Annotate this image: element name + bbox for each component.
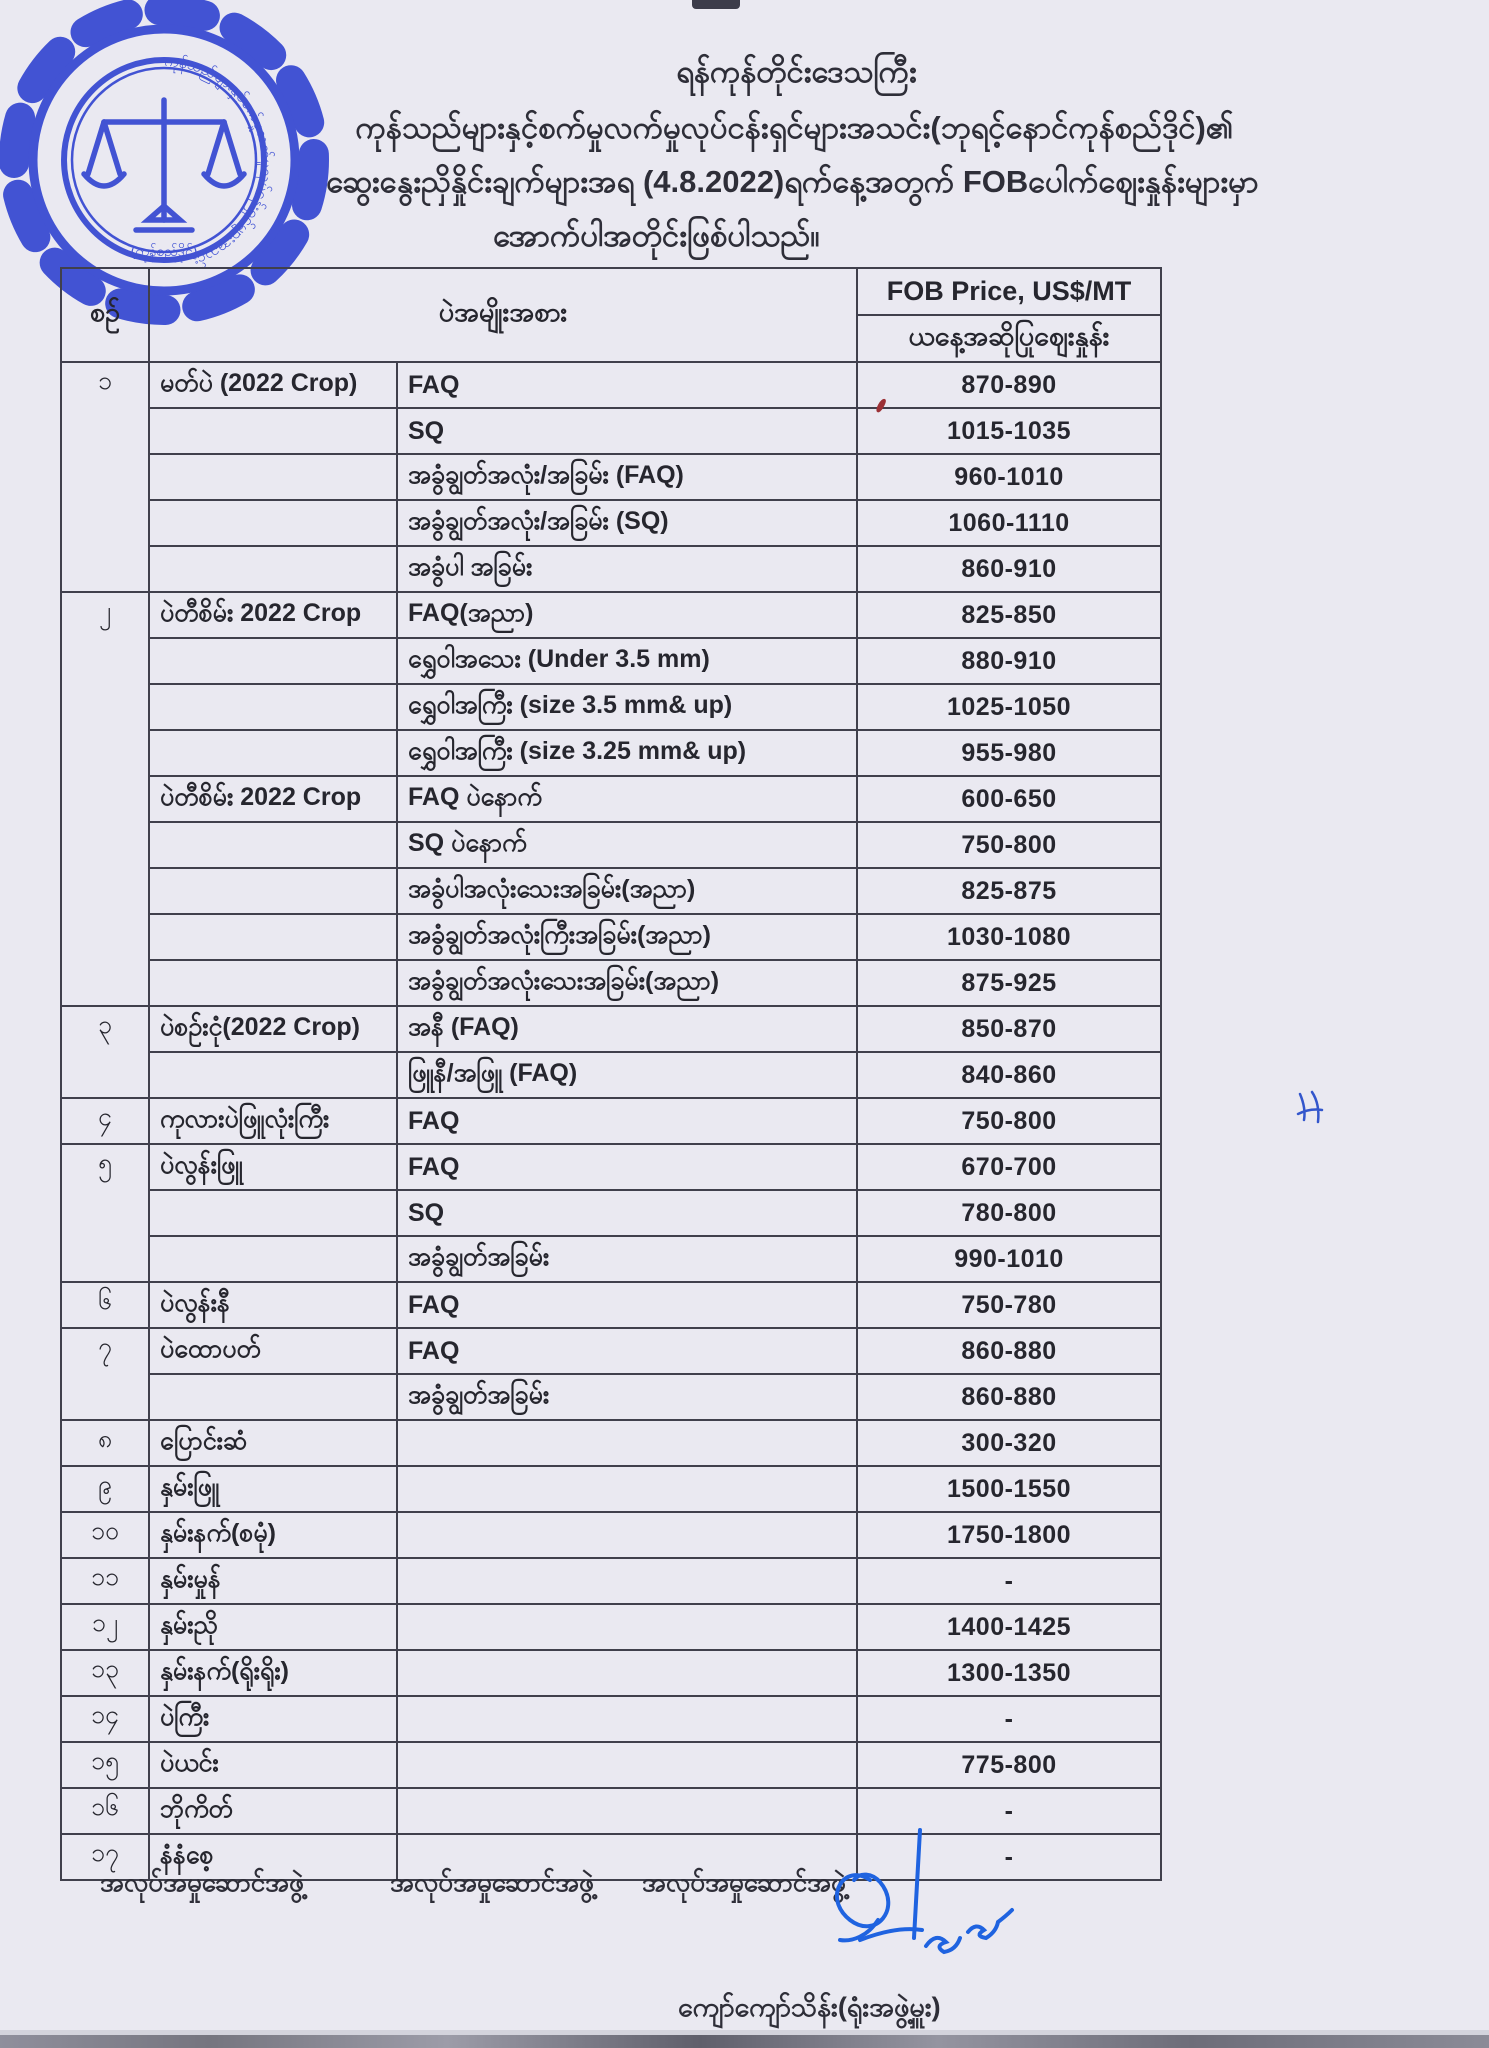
scan-edge-mark [692, 0, 740, 9]
bean-name-cell: ပဲတီစိမ်း 2022 Crop [149, 776, 397, 822]
table-row [61, 1098, 1161, 1144]
price-cell: 990-1010 [857, 1236, 1161, 1282]
table-row [61, 592, 1161, 638]
serial-cell: ၁၀ [61, 1512, 149, 1558]
price-cell: 860-880 [857, 1328, 1161, 1374]
bean-name-cell [149, 684, 397, 730]
price-cell: - [857, 1788, 1161, 1834]
scan-bottom-edge [0, 2035, 1489, 2048]
grade-cell: အနီ (FAQ) [397, 1006, 857, 1052]
bean-name-cell: နှမ်းဖြူ [149, 1466, 397, 1512]
doc-title-association: ကုန်သည်များနှင့်စက်မှုလက်မှုလုပ်ငန်းရှင်များအသင်း(ဘုရင့်နောင်ကုန်စည်ဒိုင်)၏ [355, 110, 1234, 145]
grade-cell: အခွံချွတ်အခြမ်း [397, 1236, 857, 1282]
grade-cell [397, 1512, 857, 1558]
price-cell: 1500-1550 [857, 1466, 1161, 1512]
bean-name-cell [149, 638, 397, 684]
grade-cell: SQ [397, 408, 857, 454]
price-cell: 1750-1800 [857, 1512, 1161, 1558]
grade-cell [397, 1604, 857, 1650]
grade-cell: အခွံချွတ်အလုံး/အခြမ်း (SQ) [397, 500, 857, 546]
grade-cell: ရွှေဝါအသေး (Under 3.5 mm) [397, 638, 857, 684]
grade-cell: FAQ(အညာ) [397, 592, 857, 638]
bean-type-header: ပဲအမျိုးအစား [149, 268, 857, 362]
grade-cell: အခွံချွတ်အလုံးကြီးအခြမ်း(အညာ) [397, 914, 857, 960]
bean-name-cell [149, 500, 397, 546]
table-row [61, 638, 1161, 684]
grade-cell [397, 1420, 857, 1466]
todays-price-header: ယနေ့အဆိုပြုဈေးနှုန်း [857, 315, 1161, 362]
price-cell: 1060-1110 [857, 500, 1161, 546]
bean-name-cell [149, 1236, 397, 1282]
grade-cell: ဖြူနီ/အဖြူ (FAQ) [397, 1052, 857, 1098]
price-cell: 670-700 [857, 1144, 1161, 1190]
price-cell: 775-800 [857, 1742, 1161, 1788]
fob-price-table [60, 267, 1162, 1881]
table-row [61, 1420, 1161, 1466]
bean-name-cell: ကုလားပဲဖြူလုံးကြီး [149, 1098, 397, 1144]
bean-name-cell [149, 868, 397, 914]
table-header-row [61, 268, 1161, 315]
serial-cell: ၁၇ [61, 1834, 149, 1880]
serial-cell: ၉ [61, 1466, 149, 1512]
table-row [61, 1558, 1161, 1604]
table-row [61, 362, 1161, 408]
bean-name-cell: ပဲလွန်းဖြူ [149, 1144, 397, 1190]
table-row [61, 1742, 1161, 1788]
bean-name-cell: မတ်ပဲ (2022 Crop) [149, 362, 397, 408]
executive-committee-label-3: အလုပ်အမှုဆောင်အဖွဲ့ [642, 1867, 846, 1897]
bean-name-cell: ပဲတီစိမ်း 2022 Crop [149, 592, 397, 638]
price-table-body [61, 362, 1161, 1880]
grade-cell: FAQ [397, 362, 857, 408]
grade-cell: အခွံချွတ်အလုံး/အခြမ်း (FAQ) [397, 454, 857, 500]
table-row [61, 1604, 1161, 1650]
grade-cell: FAQ [397, 1328, 857, 1374]
bean-name-cell: နံနံစေ့ [149, 1834, 397, 1880]
serial-cell: ၅ [61, 1144, 149, 1282]
price-cell: 300-320 [857, 1420, 1161, 1466]
price-cell: 750-780 [857, 1282, 1161, 1328]
price-cell: 1030-1080 [857, 914, 1161, 960]
bean-name-cell: နှမ်းနက်(စမုံ) [149, 1512, 397, 1558]
grade-cell: အခွံပါ အခြမ်း [397, 546, 857, 592]
bean-name-cell [149, 730, 397, 776]
price-cell: 600-650 [857, 776, 1161, 822]
doc-title-date-fob: ဆွေးနွေးညှိနှိုင်းချက်များအရ (4.8.2022)ရက်နေ့အတွက် FOBပေါက်ဈေးနှုန်းများမှာ [326, 164, 1259, 199]
grade-cell: FAQ ပဲနောက် [397, 776, 857, 822]
price-cell: 955-980 [857, 730, 1161, 776]
doc-title-region: ရန်ကုန်တိုင်းဒေသကြီး [676, 54, 917, 89]
table-row [61, 868, 1161, 914]
bean-name-cell: ပဲစဉ်းငုံ(2022 Crop) [149, 1006, 397, 1052]
bean-name-cell [149, 1374, 397, 1420]
table-row [61, 730, 1161, 776]
price-cell: 850-870 [857, 1006, 1161, 1052]
price-cell: - [857, 1834, 1161, 1880]
grade-cell: ရွှေဝါအကြီး (size 3.25 mm& up) [397, 730, 857, 776]
price-cell: 960-1010 [857, 454, 1161, 500]
bean-name-cell [149, 454, 397, 500]
table-row [61, 1052, 1161, 1098]
table-row [61, 1236, 1161, 1282]
bean-name-cell: ပဲထောပတ် [149, 1328, 397, 1374]
bean-name-cell: နှမ်းမှုန် [149, 1558, 397, 1604]
table-row [61, 960, 1161, 1006]
bean-name-cell: ပဲလွန်းနီ [149, 1282, 397, 1328]
price-cell: 1015-1035 [857, 408, 1161, 454]
serial-cell: ၂ [61, 592, 149, 1006]
table-row [61, 1374, 1161, 1420]
table-row [61, 1512, 1161, 1558]
serial-cell: ၁၃ [61, 1650, 149, 1696]
price-cell: 750-800 [857, 822, 1161, 868]
bean-name-cell [149, 1052, 397, 1098]
price-cell: 860-910 [857, 546, 1161, 592]
bean-name-cell: ဘိုကိတ် [149, 1788, 397, 1834]
bean-name-cell: ပဲယင်း [149, 1742, 397, 1788]
table-row [61, 1190, 1161, 1236]
grade-cell: FAQ [397, 1282, 857, 1328]
grade-cell: SQ ပဲနောက် [397, 822, 857, 868]
grade-cell: FAQ [397, 1144, 857, 1190]
price-cell: 870-890 [857, 362, 1161, 408]
grade-cell [397, 1696, 857, 1742]
price-cell: 875-925 [857, 960, 1161, 1006]
table-row [61, 408, 1161, 454]
grade-cell: အခွံချွတ်အလုံးသေးအခြမ်း(အညာ) [397, 960, 857, 1006]
grade-cell: အခွံချွတ်အခြမ်း [397, 1374, 857, 1420]
price-cell: 1025-1050 [857, 684, 1161, 730]
table-row [61, 546, 1161, 592]
serial-cell: ၁ [61, 362, 149, 592]
bean-name-cell [149, 546, 397, 592]
table-row [61, 1696, 1161, 1742]
serial-cell: ၁၁ [61, 1558, 149, 1604]
price-cell: - [857, 1558, 1161, 1604]
grade-cell [397, 1558, 857, 1604]
executive-committee-label-1: အလုပ်အမှုဆောင်အဖွဲ့ [100, 1867, 304, 1897]
table-row [61, 1282, 1161, 1328]
stamp-bottom-text: (ကုန်စည်ဒိုင်) [130, 243, 198, 259]
serial-cell: ၈ [61, 1420, 149, 1466]
bean-name-cell [149, 408, 397, 454]
table-row [61, 1466, 1161, 1512]
stamp-ring-text: ကုန်သည်များနှင့်စက်မှုလက်မှုလုပ်ငန်းရှင်များအသင်း [163, 52, 276, 270]
signer-name: ကျော်ကျော်သိန်း(ရုံးအဖွဲ့မှူး) [678, 1992, 941, 2022]
bean-name-cell [149, 1190, 397, 1236]
serial-cell: ၆ [61, 1282, 149, 1328]
executive-committee-label-2: အလုပ်အမှုဆောင်အဖွဲ့ [390, 1867, 594, 1897]
blue-pen-mark [1292, 1088, 1328, 1132]
bean-name-cell: နှမ်းညို [149, 1604, 397, 1650]
table-row [61, 1144, 1161, 1190]
table-row [61, 1328, 1161, 1374]
price-cell: 840-860 [857, 1052, 1161, 1098]
price-cell: 1400-1425 [857, 1604, 1161, 1650]
grade-cell [397, 1466, 857, 1512]
serial-cell: ၁၄ [61, 1696, 149, 1742]
serial-cell: ၃ [61, 1006, 149, 1098]
grade-cell: ရွှေဝါအကြီး (size 3.5 mm& up) [397, 684, 857, 730]
table-row [61, 454, 1161, 500]
serial-cell: ၇ [61, 1328, 149, 1420]
doc-title-asfollows: အောက်ပါအတိုင်းဖြစ်ပါသည်။ [493, 218, 820, 253]
table-row [61, 914, 1161, 960]
table-row [61, 684, 1161, 730]
price-cell: 880-910 [857, 638, 1161, 684]
grade-cell [397, 1650, 857, 1696]
table-row [61, 776, 1161, 822]
serial-cell: ၁၂ [61, 1604, 149, 1650]
price-cell: - [857, 1696, 1161, 1742]
serial-header: စဉ် [61, 268, 149, 362]
serial-cell: ၁၅ [61, 1742, 149, 1788]
grade-cell: FAQ [397, 1098, 857, 1144]
price-cell: 860-880 [857, 1374, 1161, 1420]
bean-name-cell [149, 914, 397, 960]
bean-name-cell [149, 822, 397, 868]
fob-price-header: FOB Price, US$/MT [857, 268, 1161, 315]
grade-cell [397, 1788, 857, 1834]
bean-name-cell [149, 960, 397, 1006]
serial-cell: ၄ [61, 1098, 149, 1144]
price-cell: 750-800 [857, 1098, 1161, 1144]
bean-name-cell: နှမ်းနက်(ရိုးရိုး) [149, 1650, 397, 1696]
table-row [61, 1006, 1161, 1052]
bean-name-cell: ပြောင်းဆံ [149, 1420, 397, 1466]
table-row [61, 1650, 1161, 1696]
price-cell: 825-875 [857, 868, 1161, 914]
grade-cell: SQ [397, 1190, 857, 1236]
price-cell: 1300-1350 [857, 1650, 1161, 1696]
price-cell: 780-800 [857, 1190, 1161, 1236]
table-row [61, 822, 1161, 868]
grade-cell [397, 1742, 857, 1788]
table-row [61, 500, 1161, 546]
grade-cell: အခွံပါအလုံးသေးအခြမ်း(အညာ) [397, 868, 857, 914]
serial-cell: ၁၆ [61, 1788, 149, 1834]
bean-name-cell: ပဲကြီး [149, 1696, 397, 1742]
price-cell: 825-850 [857, 592, 1161, 638]
